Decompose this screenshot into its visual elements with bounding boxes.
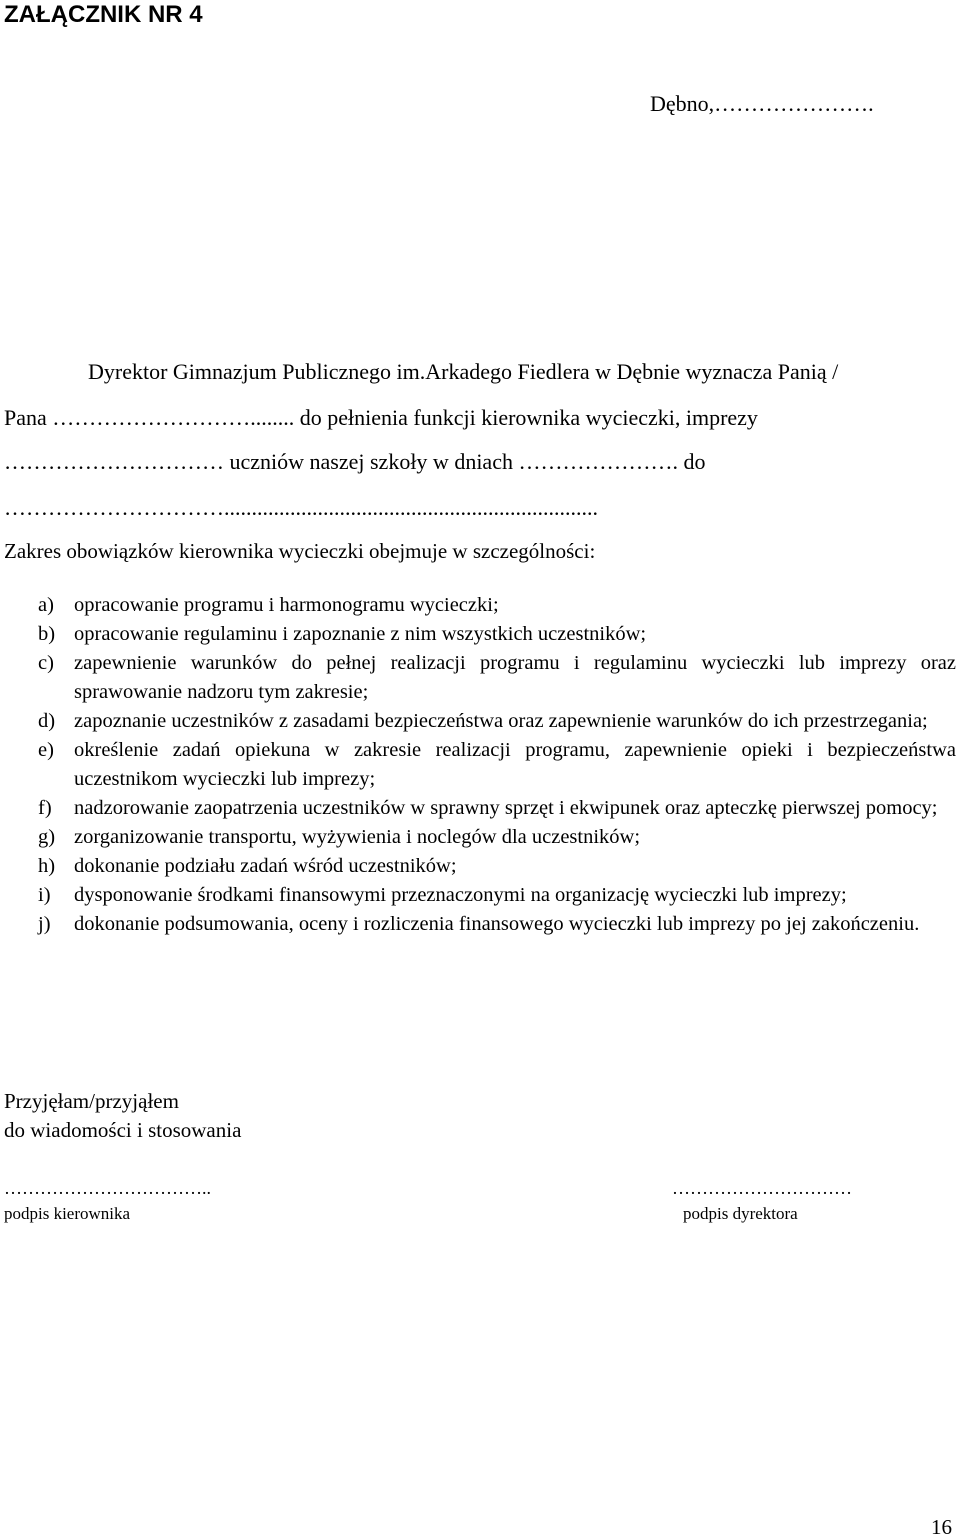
list-item-text: zorganizowanie transportu, wyżywienia i noclegów dla uczestników; (74, 826, 641, 848)
list-item (4, 823, 956, 852)
manager-signature-label: podpis kierownika (4, 1204, 131, 1223)
list-item (4, 649, 956, 707)
list-item-text: opracowanie regulaminu i zapoznanie z nim wszystkich uczestników; (74, 623, 647, 645)
list-item-letter: j) (38, 913, 51, 935)
list-item-text: opracowanie programu i harmonogramu wycieczki; (74, 594, 499, 616)
list-item-letter: d) (38, 710, 56, 732)
list-item-text: zapoznanie uczestników z zasadami bezpieczeństwa oraz zapewnienie warunków do ich przestrzegania; (74, 710, 928, 732)
intro-line-2: Pana ………………………........ do pełnienia funkcji kierownika wycieczki, imprezy (4, 405, 758, 430)
acceptance-line-1: Przyjęłam/przyjąłem (4, 1089, 179, 1113)
list-item (4, 852, 956, 881)
list-item (4, 794, 956, 823)
scope-title: Zakres obowiązków kierownika wycieczki obejmuje w szczególności: (4, 539, 596, 563)
list-item (4, 591, 956, 620)
list-item (4, 881, 956, 910)
list-item-text: nadzorowanie zaopatrzenia uczestników w sprawny sprzęt i ekwipunek oraz apteczkę pierwszej pomocy; (74, 797, 938, 819)
intro-line-1: Dyrektor Gimnazjum Publicznego im.Arkadego Fiedlera w Dębnie wyznacza Panią / (88, 359, 839, 384)
list-item-letter: e) (38, 739, 54, 761)
list-item (4, 910, 956, 939)
list-item-letter: b) (38, 623, 56, 645)
list-item-text: dokonanie podziału zadań wśród uczestników; (74, 855, 457, 877)
place-date-line: Dębno,…………………. (650, 91, 874, 116)
list-item-letter: h) (38, 855, 56, 877)
list-item-letter: g) (38, 826, 56, 848)
duties-list (4, 591, 956, 939)
list-item-letter: f) (38, 797, 52, 819)
list-item (4, 620, 956, 649)
page-number: 16 (931, 1515, 952, 1539)
list-item-text: określenie zadań opiekuna w zakresie realizacji programu, zapewnienie opieki i bezpieczeństwa uczestnikom wycieczki lub imprezy; (74, 739, 956, 790)
intro-line-3: ………………………… uczniów naszej szkoły w dniach …………………. do (4, 449, 706, 474)
acceptance-line-2: do wiadomości i stosowania (4, 1118, 242, 1142)
intro-line-4: ………………………….................................................................... (4, 495, 598, 520)
list-item-text: zapewnienie warunków do pełnej realizacji programu i regulaminu wycieczki lub imprezy oraz sprawowanie nadzoru tym zakresie; (74, 652, 956, 703)
manager-signature-line: …………………………….. (4, 1178, 211, 1198)
list-item-text: dysponowanie środkami finansowymi przeznaczonymi na organizację wycieczki lub imprezy; (74, 884, 847, 906)
list-item-letter: c) (38, 652, 54, 674)
list-item-letter: i) (38, 884, 51, 906)
director-signature-label: podpis dyrektora (683, 1204, 798, 1223)
list-item (4, 736, 956, 794)
list-item (4, 707, 956, 736)
list-item-letter: a) (38, 594, 54, 616)
attachment-title: ZAŁĄCZNIK NR 4 (4, 1, 203, 28)
list-item-text: dokonanie podsumowania, oceny i rozliczenia finansowego wycieczki lub imprezy po jej zakończeniu. (74, 913, 920, 935)
director-signature-line: ………………………… (672, 1178, 852, 1198)
